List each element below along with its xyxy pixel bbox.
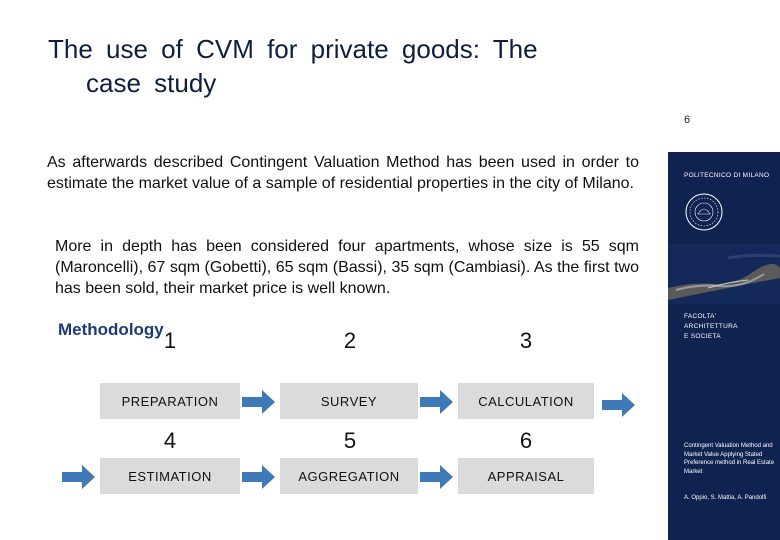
presentation-description: Contingent Valuation Method and Market Value Applying Stated Preference method in Real Estate Market [684,443,775,475]
university-name: POLITECNICO DI MILANO [684,172,770,179]
step-box-preparation: PREPARATION [100,383,240,419]
slide-title [48,32,638,100]
step-number-6: 6 [519,428,533,453]
flow-arrow-icon [242,464,276,490]
flow-arrow-icon [602,392,636,418]
flow-arrow-icon [420,389,454,415]
faculty-name: FACOLTA' ARCHITETTURA E SOCIETA [684,313,738,340]
slide-title-line1: The use of CVM for private goods: The [48,34,538,64]
slide-title-line2: case study [86,68,217,98]
university-seal-icon [684,192,724,232]
step-number-2: 2 [343,328,357,353]
step-number-4: 4 [163,428,177,453]
flow-arrow-icon [420,464,454,490]
page-number: 6 [684,114,691,126]
flow-arrow-icon [242,389,276,415]
landscape-photo [668,244,780,304]
step-box-aggregation: AGGREGATION [280,458,418,494]
step-number-3: 3 [519,328,533,353]
step-number-5: 5 [343,428,357,453]
intro-paragraph: As afterwards described Contingent Valuation Method has been used in order to estimate the market value of a sample of residential properties in the city of Milano. [47,154,639,192]
step-number-1: 1 [163,328,177,353]
methodology-heading: Methodology [58,320,164,339]
step-box-survey: SURVEY [280,383,418,419]
detail-paragraph: More in depth has been considered four apartments, whose size is 55 sqm (Maroncelli), 67 sqm (Gobetti), 65 sqm (Bassi), 35 sqm (Cambiasi). As the first two has been sold, their market price is well known. [55,238,639,297]
authors: A. Oppio, S. Mattia, A. Pandolfi [684,495,767,501]
step-box-calculation: CALCULATION [458,383,594,419]
step-box-estimation: ESTIMATION [100,458,240,494]
sidebar-panel [668,152,780,540]
step-box-appraisal: APPRAISAL [458,458,594,494]
flow-arrow-icon [62,464,96,490]
